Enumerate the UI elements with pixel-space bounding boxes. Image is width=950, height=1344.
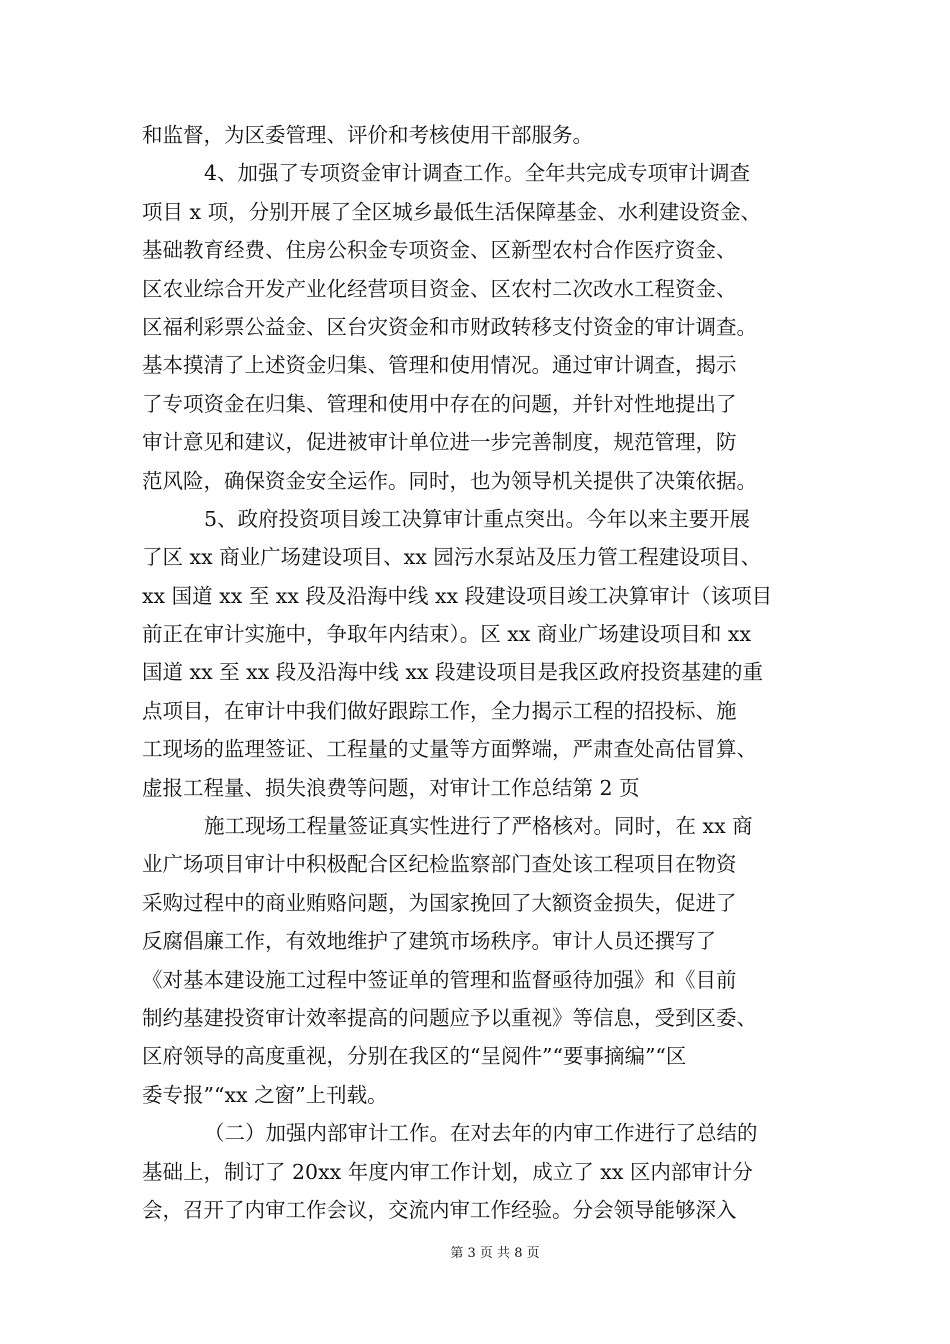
text-line: 基础教育经费、住房公积金专项资金、区新型农村合作医疗资金、 [142, 238, 737, 263]
text-line: 业广场项目审计中积极配合区纪检监察部门查处该工程项目在物资 [142, 852, 737, 877]
text-line: 审计意见和建议，促进被审计单位进一步完善制度，规范管理，防 [142, 430, 737, 455]
text-line-paragraph-start: （二）加强内部审计工作。在对去年的内审工作进行了总结的 [204, 1121, 758, 1146]
text-line: 点项目，在审计中我们做好跟踪工作，全力揭示工程的招投标、施 [142, 698, 737, 723]
text-line: 和监督，为区委管理、评价和考核使用干部服务。 [142, 123, 593, 147]
text-line: 反腐倡廉工作，有效地维护了建筑市场秩序。审计人员还撰写了 [142, 929, 716, 954]
page-number-footer: 第 3 页 共 8 页 [450, 1246, 540, 1261]
text-line: 区福利彩票公益金、区台灾资金和市财政转移支付资金的审计调查。 [142, 314, 757, 339]
text-line: 区府领导的高度重视，分别在我区的“呈阅件”“要事摘编”“区 [142, 1044, 687, 1069]
text-line: 基础上，制订了 20xx 年度内审工作计划，成立了 xx 区内部审计分 [142, 1159, 753, 1184]
text-line: 了专项资金在归集、管理和使用中存在的问题，并针对性地提出了 [142, 391, 737, 416]
text-line-paragraph-start: 5、政府投资项目竣工决算审计重点突出。今年以来主要开展 [204, 506, 751, 531]
text-line: 了区 xx 商业广场建设项目、xx 园污水泵站及压力管工程建设项目、 [142, 545, 762, 570]
text-line: 范风险，确保资金安全运作。同时，也为领导机关提供了决策依据。 [142, 468, 757, 493]
text-line: 国道 xx 至 xx 段及沿海中线 xx 段建设项目是我区政府投资基建的重 [142, 660, 763, 685]
text-line: 基本摸清了上述资金归集、管理和使用情况。通过审计调查，揭示 [142, 353, 737, 378]
text-line: 《对基本建设施工过程中签证单的管理和监督亟待加强》和《目前 [142, 967, 737, 992]
text-line: 工现场的监理签证、工程量的丈量等方面弊端，严肃查处高估冒算、 [142, 737, 757, 762]
text-line: 虚报工程量、损失浪费等问题，对审计工作总结第 2 页 [142, 775, 640, 800]
text-line: 委专报”“xx 之窗”上刊载。 [142, 1082, 388, 1107]
text-line: 区农业综合开发产业化经营项目资金、区农村二次改水工程资金、 [142, 276, 737, 301]
document-body [142, 116, 812, 1229]
text-line: 制约基建投资审计效率提高的问题应予以重视》等信息，受到区委、 [142, 1005, 757, 1030]
text-line: 项目 x 项，分别开展了全区城乡最低生活保障基金、水利建设资金、 [142, 199, 762, 224]
text-line: 采购过程中的商业贿赂问题，为国家挽回了大额资金损失，促进了 [142, 890, 737, 915]
text-line-paragraph-start: 4、加强了专项资金审计调查工作。全年共完成专项审计调查 [204, 161, 751, 186]
text-line: 前正在审计实施中，争取年内结束）。区 xx 商业广场建设项目和 xx [142, 622, 752, 647]
text-line: 会，召开了内审工作会议，交流内审工作经验。分会领导能够深入 [142, 1197, 737, 1222]
text-line-paragraph-start: 施工现场工程量签证真实性进行了严格核对。同时，在 xx 商 [204, 814, 753, 839]
text-line: xx 国道 xx 至 xx 段及沿海中线 xx 段建设项目竣工决算审计（该项目 [142, 583, 773, 608]
